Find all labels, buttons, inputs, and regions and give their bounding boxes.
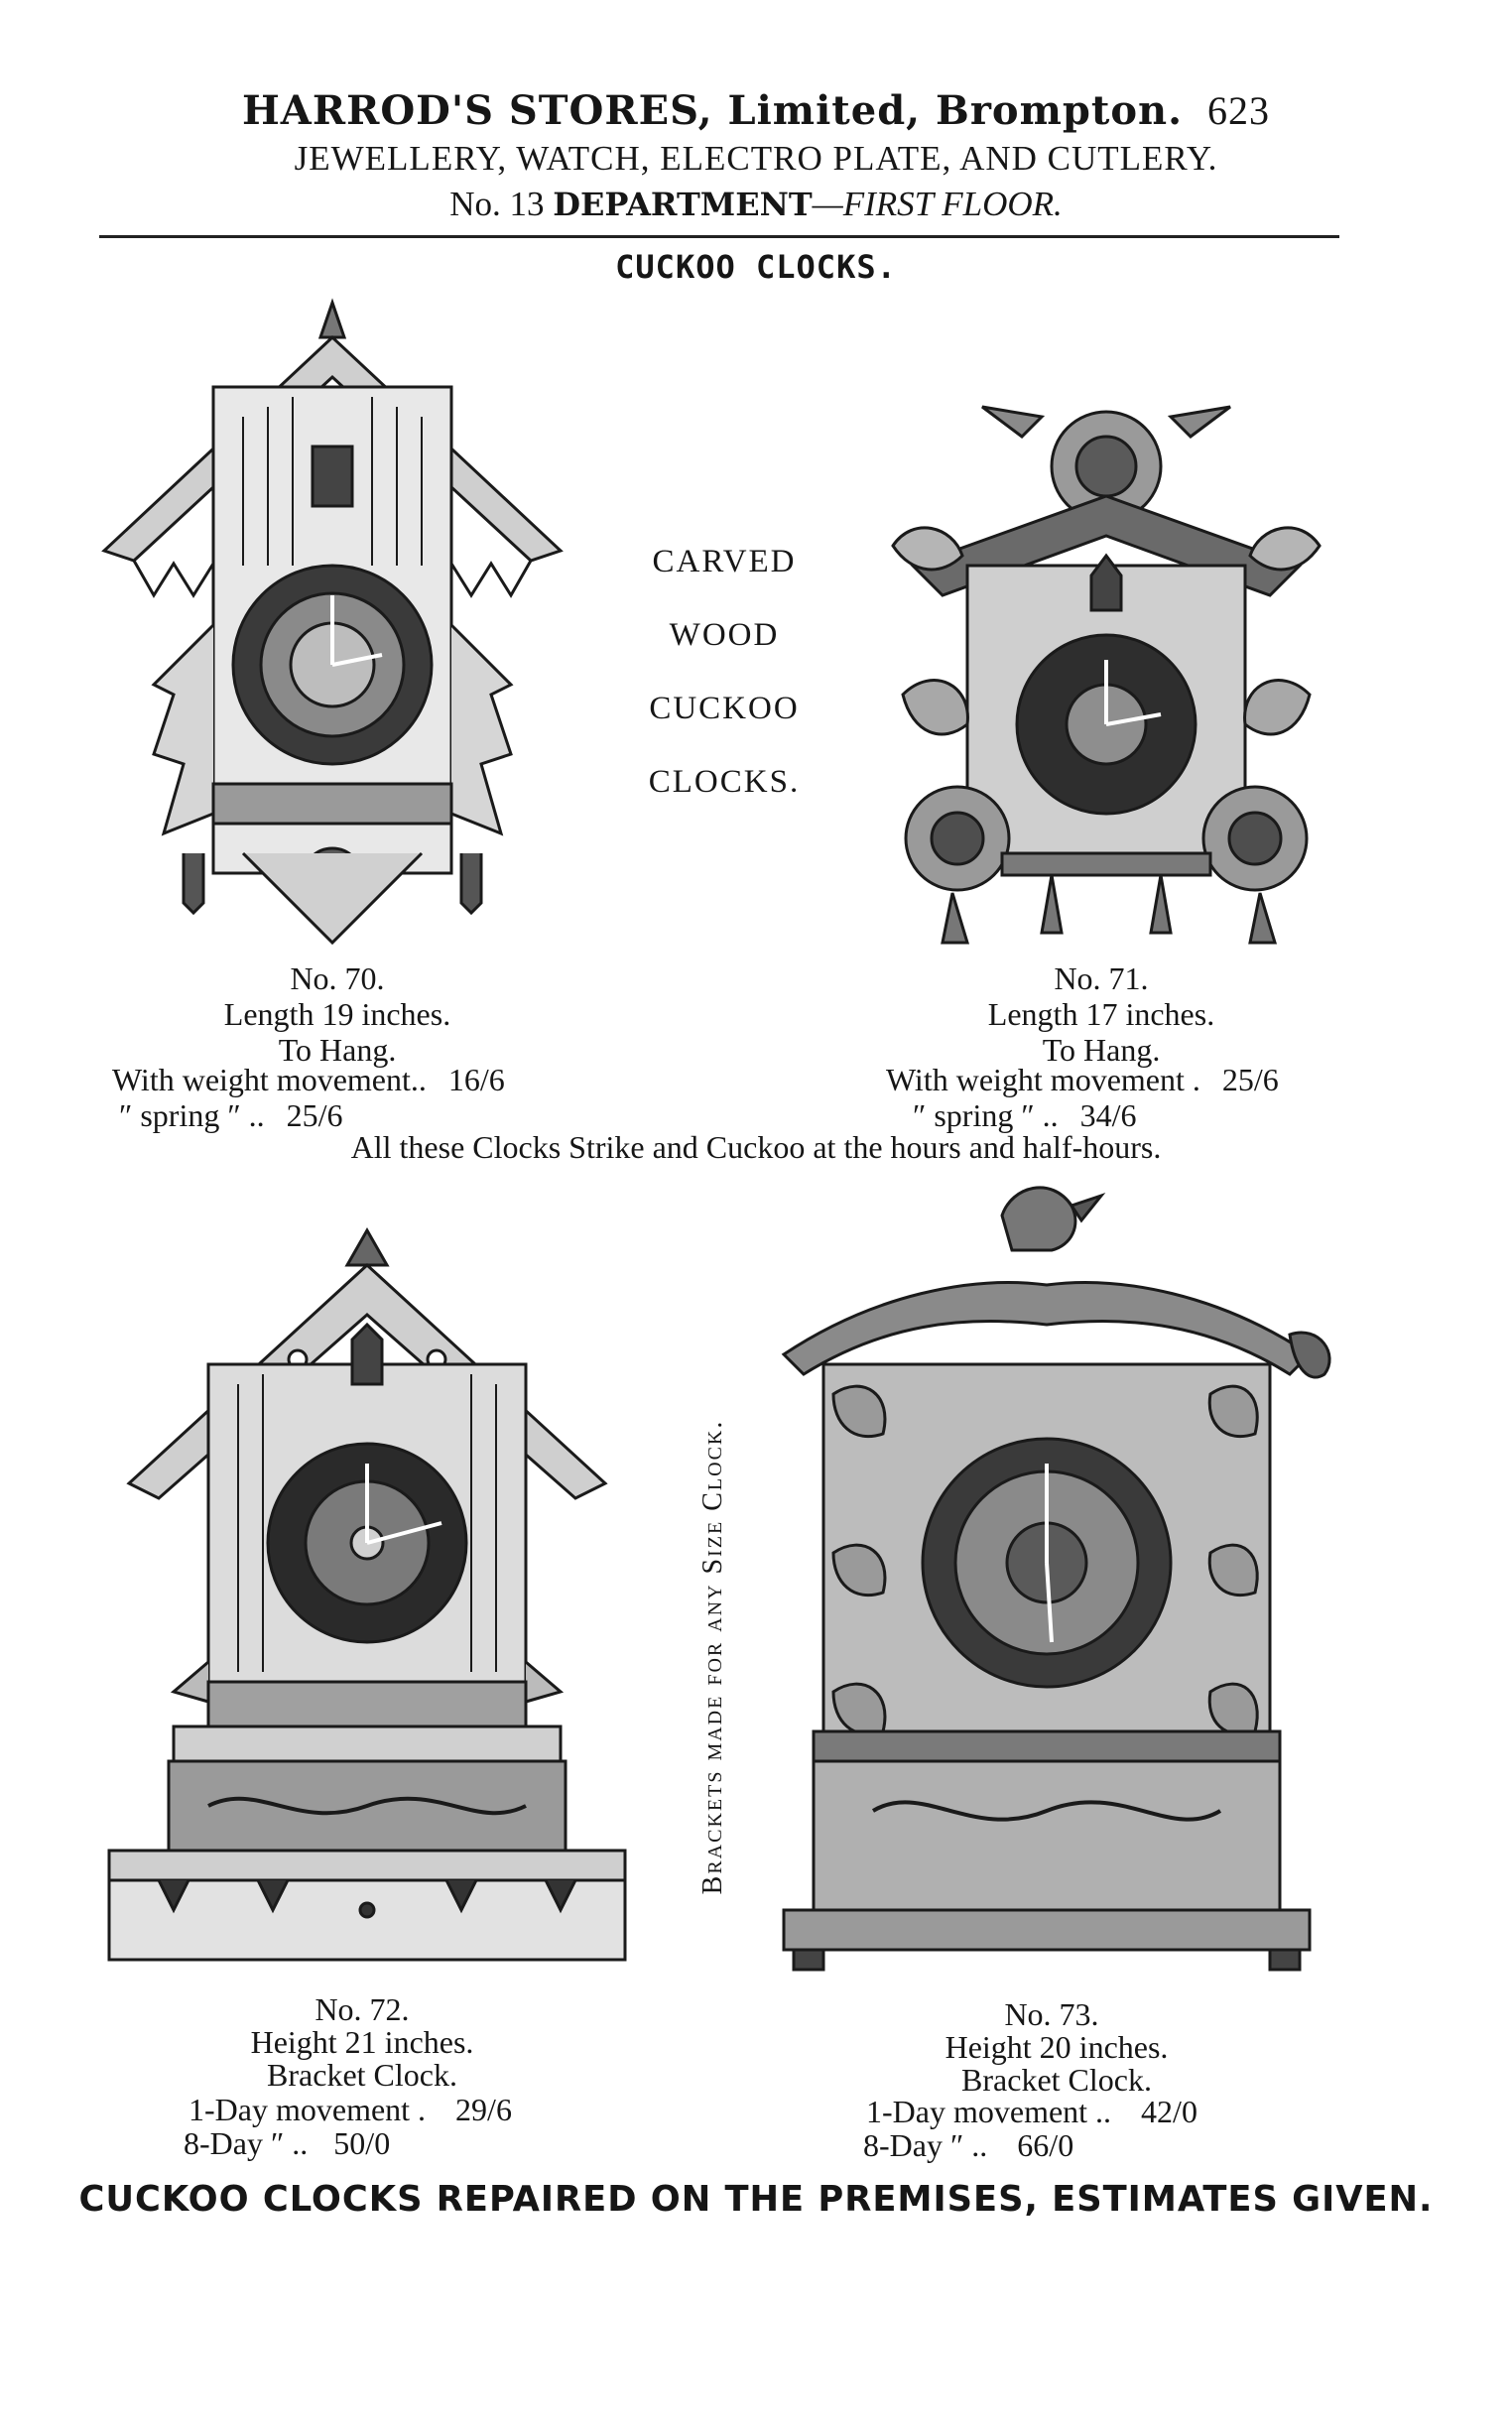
clock-72-row-2-price: 50/0	[333, 2125, 391, 2161]
clock-73-row-1-label: 1-Day movement ..	[866, 2094, 1112, 2129]
clock-70-row-1-price: 16/6	[447, 1062, 505, 1097]
clock-70-row-2-price: 25/6	[286, 1097, 343, 1133]
side-note-text: Brackets made for any Size Clock.	[697, 1419, 728, 1895]
clock-73-illustration	[754, 1176, 1339, 1989]
clock-72-row-1-price: 29/6	[455, 2092, 512, 2127]
carved-line-2: WOOD	[669, 617, 780, 653]
side-note	[692, 1359, 735, 1955]
clock-72-row-2-label: 8-Day ″ ..	[184, 2125, 309, 2161]
clock-70-row-1-label: With weight movement..	[112, 1062, 427, 1097]
clock-70-number: No. 70.	[290, 960, 385, 996]
clock-73-number: No. 73.	[1004, 1996, 1099, 2032]
clock-72-row-1-label: 1-Day movement .	[189, 2092, 427, 2127]
store-heading	[0, 87, 1512, 134]
floor-label: —FIRST FLOOR.	[812, 185, 1063, 223]
clock-71-number: No. 71.	[1054, 960, 1149, 996]
department-line: JEWELLERY, WATCH, ELECTRO PLATE, AND CUTLERY.	[294, 139, 1218, 178]
clock-73-row-2	[863, 2127, 1073, 2164]
clock-73-row-1-price: 42/0	[1141, 2094, 1197, 2129]
clock-71-row-2-price: 34/6	[1079, 1097, 1137, 1133]
clock-70-size: Length 19 inches.	[223, 996, 451, 1032]
clock-71-row-2-label: ″ spring ″ ..	[913, 1097, 1059, 1133]
clock-70-type: To Hang.	[278, 1032, 397, 1068]
department-no: No. 13	[449, 185, 545, 223]
clock-73-row-2-label: 8-Day ″ ..	[863, 2127, 988, 2163]
clock-71-row-1-label: With weight movement .	[886, 1062, 1200, 1097]
page-number: 623	[1206, 88, 1270, 133]
strike-note: All these Clocks Strike and Cuckoo at the hours and half-hours.	[350, 1129, 1162, 1165]
clock-71-illustration	[873, 397, 1339, 953]
carved-line-3: CUCKOO	[649, 691, 800, 726]
clock-70-row-1	[112, 1062, 505, 1098]
store-name: HARROD'S STORES, Limited, Brompton.	[242, 87, 1184, 134]
clock-71-row-1	[886, 1062, 1279, 1098]
section-title: CUCKOO CLOCKS.	[615, 248, 897, 286]
clock-72-row-1	[189, 2092, 512, 2128]
carved-line-4: CLOCKS.	[648, 764, 801, 800]
carved-line-1: CARVED	[652, 544, 797, 579]
clock-72-type: Bracket Clock.	[267, 2057, 457, 2093]
clock-70-illustration	[94, 298, 570, 953]
department-word: DEPARTMENT	[553, 186, 813, 223]
clock-72-row-2	[184, 2125, 390, 2162]
clock-72-size: Height 21 inches.	[250, 2024, 474, 2060]
clock-72-illustration	[99, 1225, 635, 1980]
clock-73-size: Height 20 inches.	[945, 2029, 1169, 2065]
clock-73-row-1	[866, 2094, 1197, 2130]
clock-73-row-2-price: 66/0	[1017, 2127, 1074, 2163]
repair-notice: CUCKOO CLOCKS REPAIRED ON THE PREMISES, ESTIMATES GIVEN.	[78, 2179, 1434, 2220]
clock-71-row-1-price: 25/6	[1221, 1062, 1279, 1097]
clock-71-size: Length 17 inches.	[987, 996, 1215, 1032]
clock-70-row-2-label: ″ spring ″ ..	[119, 1097, 265, 1133]
clock-71-type: To Hang.	[1042, 1032, 1161, 1068]
department-number-line	[0, 185, 1512, 224]
clock-73-type: Bracket Clock.	[961, 2062, 1152, 2098]
clock-72-number: No. 72.	[315, 1991, 410, 2027]
header-rule	[99, 235, 1339, 238]
